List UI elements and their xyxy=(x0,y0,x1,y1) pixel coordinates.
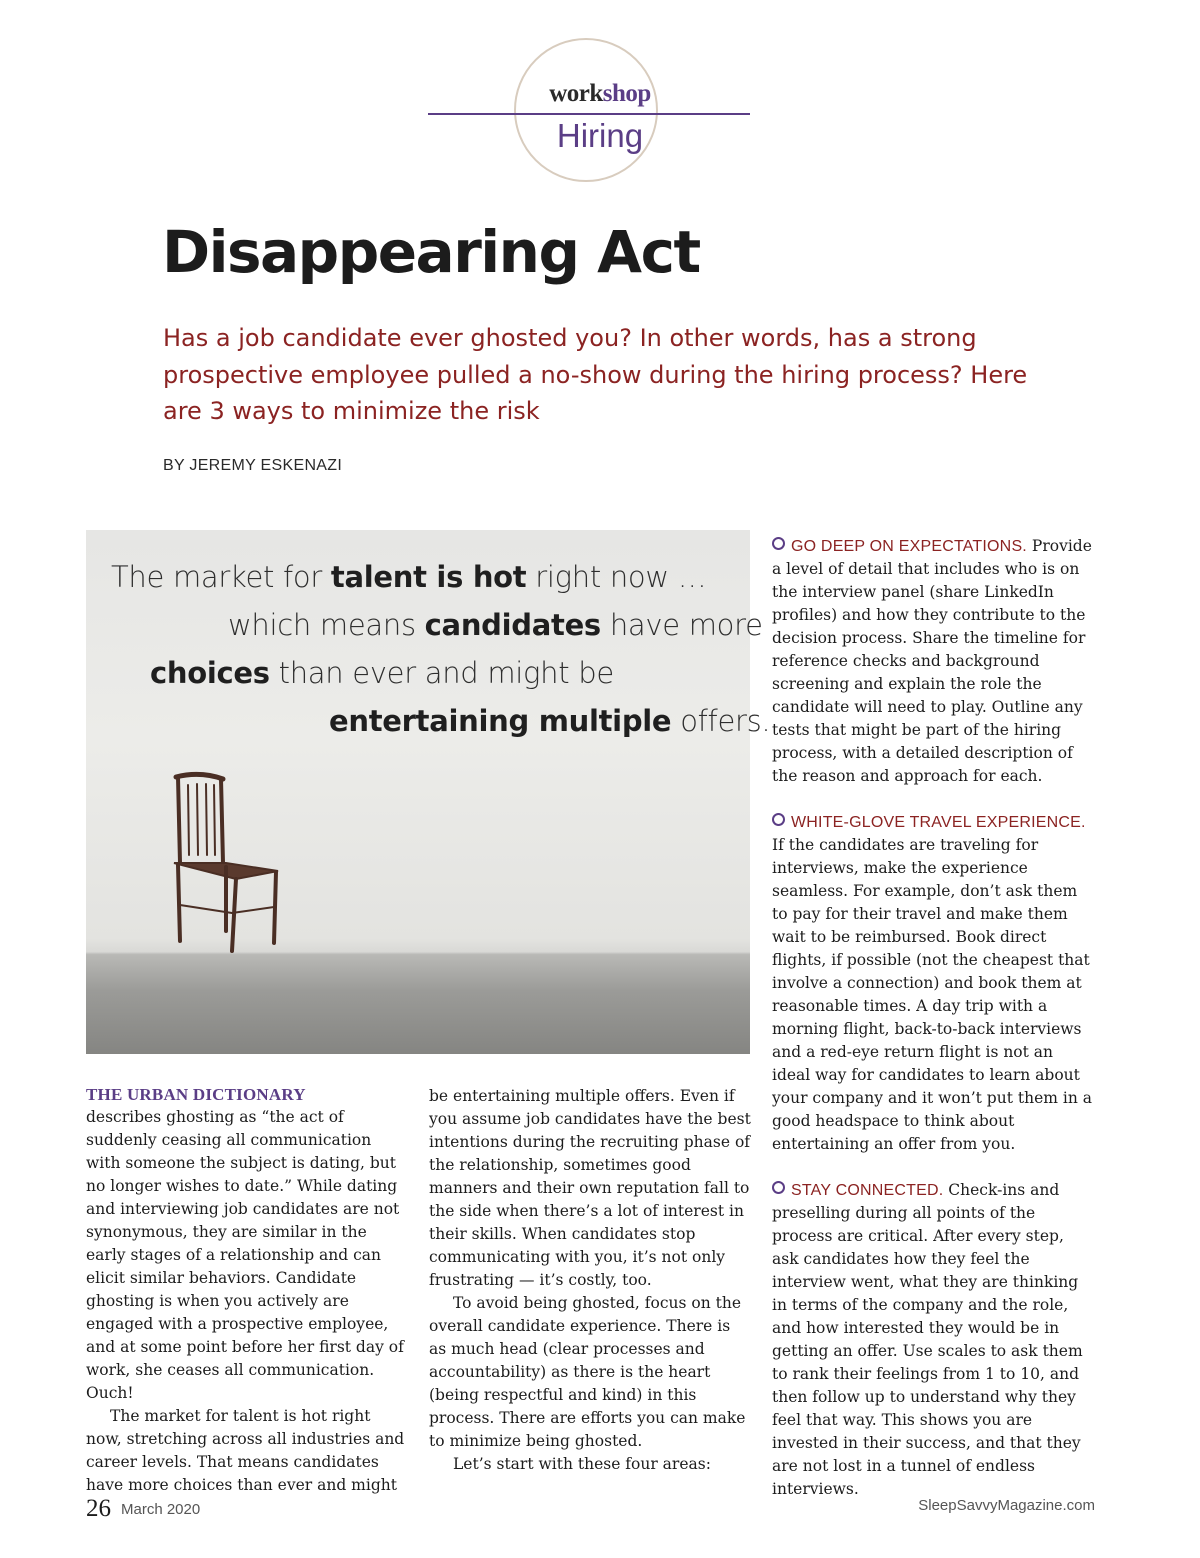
body-column-1 xyxy=(86,1083,408,1497)
pullquote-line-2: which means candidates have more xyxy=(228,608,763,642)
chair-photo xyxy=(86,530,771,1054)
byline: BY JEREMY ESKENAZI xyxy=(163,457,343,474)
paragraph: describes ghosting as “the act of suddenly ceasing all communication with someone the subject is dating, but no longer wishes to date.” While dating and interviewing job candidates are not synonymous, they are similar in the early stages of a relationship and can elicit similar behaviors. Candidate ghosting is when you actively are engaged with a prospective employee, and at some point before her first day of work, she ceases all communication. Ouch! xyxy=(86,1108,404,1402)
section-label: Hiring xyxy=(556,117,644,154)
tip-text: Check-ins and preselling during all points of the process are critical. After every step, ask candidates how they feel the interview went, what they are thinking in terms of the company and the role, and how interested they would be in getting an offer. Use scales to ask them to rank their feelings from 1 to 10, and then follow up to understand why they feel that way. This shows you are invested in their success, and that they are not lost in a tunnel of endless interviews. xyxy=(772,1181,1083,1498)
workshop-label xyxy=(0,80,1200,108)
tip-text: If the candidates are traveling for interviews, make the experience seamless. For example, don’t ask them to pay for their travel and make them wait to be reimbursed. Book direct flights, if possible (not the cheapest that involve a connection) and book them at reasonable times. A day trip with a morning flight, back-to-back interviews and a red-eye return flight is not an ideal way for candidates to learn about your company and it won’t put them in a good headspace to think about entertaining an offer from you. xyxy=(772,836,1092,1153)
circle-bullet-icon xyxy=(772,1181,785,1194)
tip-text: Provide a level of detail that includes who is on the interview panel (share LinkedIn profiles) and how they contribute to the decision process. Share the timeline for reference checks and background screening and explain the role the candidate will need to play. Outline any tests that might be part of the hiring process, with a detailed description of the reason and approach for each. xyxy=(772,537,1092,785)
circle-bullet-icon xyxy=(772,537,785,550)
tip-white-glove xyxy=(772,811,1092,1156)
page-number: 26 xyxy=(86,1495,111,1522)
article-dek: Has a job candidate ever ghosted you? In other words, has a strong prospective employee pulled a no-show during the hiring process? Here are 3 ways to minimize the risk xyxy=(163,324,1028,425)
paragraph: To avoid being ghosted, focus on the overall candidate experience. There is as much head (clear processes and accountability) as there is the heart (being respectful and kind) in this process. There are efforts you can make to minimize being ghosted. xyxy=(429,1294,746,1450)
workshop-label-part1: work xyxy=(549,80,603,107)
article-title: Disappearing Act xyxy=(162,218,700,286)
pullquote-line-1: The market for talent is hot right now … xyxy=(111,560,707,594)
paragraph: Let’s start with these four areas: xyxy=(453,1455,711,1473)
badge-rule-line xyxy=(428,113,750,115)
pullquote-line-3: choices than ever and might be xyxy=(150,656,614,690)
body-column-2 xyxy=(429,1085,751,1476)
tip-go-deep xyxy=(772,535,1092,788)
body-column-3 xyxy=(772,535,1092,1501)
paragraph: The market for talent is hot right now, stretching across all industries and career levels. That means candidates have more choices than ever and might xyxy=(86,1407,405,1494)
lead-in: THE URBAN DICTIONARY xyxy=(86,1085,306,1104)
workshop-label-part2: shop xyxy=(602,80,651,107)
magazine-site: SleepSavvyMagazine.com xyxy=(918,1497,1095,1514)
section-badge-circle xyxy=(514,38,658,182)
paragraph: be entertaining multiple offers. Even if you assume job candidates have the best intentions during the recruiting phase of the relationship, sometimes good manners and their own reputation fall to the side when there’s a lot of interest in their skills. When candidates stop communicating with you, it’s not only frustrating — it’s costly, too. xyxy=(429,1087,751,1289)
issue-date: March 2020 xyxy=(121,1501,201,1518)
circle-bullet-icon xyxy=(772,813,785,826)
tip-heading: GO DEEP ON EXPECTATIONS. xyxy=(791,538,1027,555)
tip-heading: WHITE-GLOVE TRAVEL EXPERIENCE. xyxy=(791,814,1086,831)
wooden-chair-illustration xyxy=(166,755,286,955)
tip-stay-connected xyxy=(772,1179,1092,1501)
tip-heading: STAY CONNECTED. xyxy=(791,1182,944,1199)
pullquote-line-4: entertaining multiple offers. xyxy=(329,704,771,738)
